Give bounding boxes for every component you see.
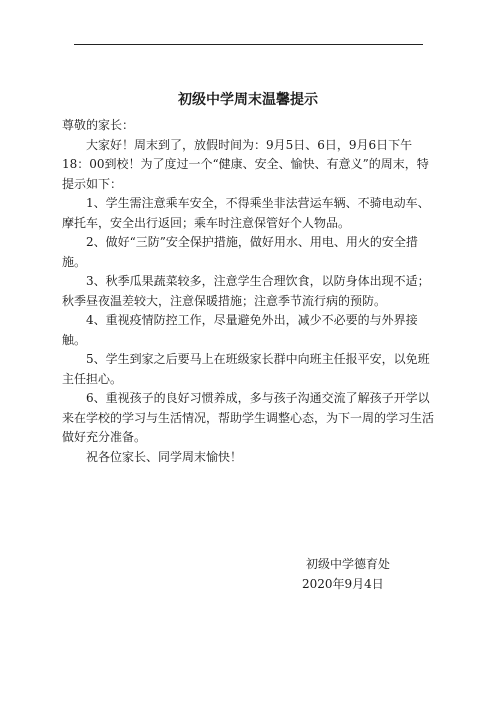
intro-paragraph: 大家好！周末到了，放假时间为：9月5日、6日，9月6日下午18：00到校！为了度过一个“健康、安全、愉快、有意义”的周末，特提示如下： [62,137,429,191]
notice-item-3: 3、秋季瓜果蔬菜较多，注意学生合理饮食，以防身体出现不适；秋季昼夜温差较大，注意保暖措施；注意季节流行病的预防。 [62,274,430,308]
closing-wishes: 祝各位家长、同学周末愉快！ [86,449,243,464]
notice-item-1: 1、学生需注意乘车安全，不得乘坐非法营运车辆、不骑电动车、摩托车，安全出行返回；乘车时注意保管好个人物品。 [62,196,430,230]
notice-item-5: 5、学生到家之后要马上在班级家长群中向班主任报平安，以免班主任担心。 [62,352,430,386]
page-title: 初级中学周末温馨提示 [178,92,318,108]
signature-block [302,555,391,594]
letter-body [62,116,434,467]
salutation: 尊敬的家长： [62,118,135,132]
notice-item-6: 6、重视孩子的良好习惯养成，多与孩子沟通交流了解孩子开学以来在学校的学习与生活情况，帮助学生调整心态，为下一周的学习生活做好充分准备。 [62,391,435,444]
signature: 初级中学德育处 [306,557,391,571]
notice-item-4: 4、重视疫情防控工作，尽量避免外出，减少不必要的与外界接触。 [62,313,418,347]
notice-item-2: 2、做好“三防”安全保护措施，做好用水、用电、用火的安全措施。 [62,235,418,269]
date: 2020年9月4日 [302,576,384,591]
header-rule [74,44,423,45]
